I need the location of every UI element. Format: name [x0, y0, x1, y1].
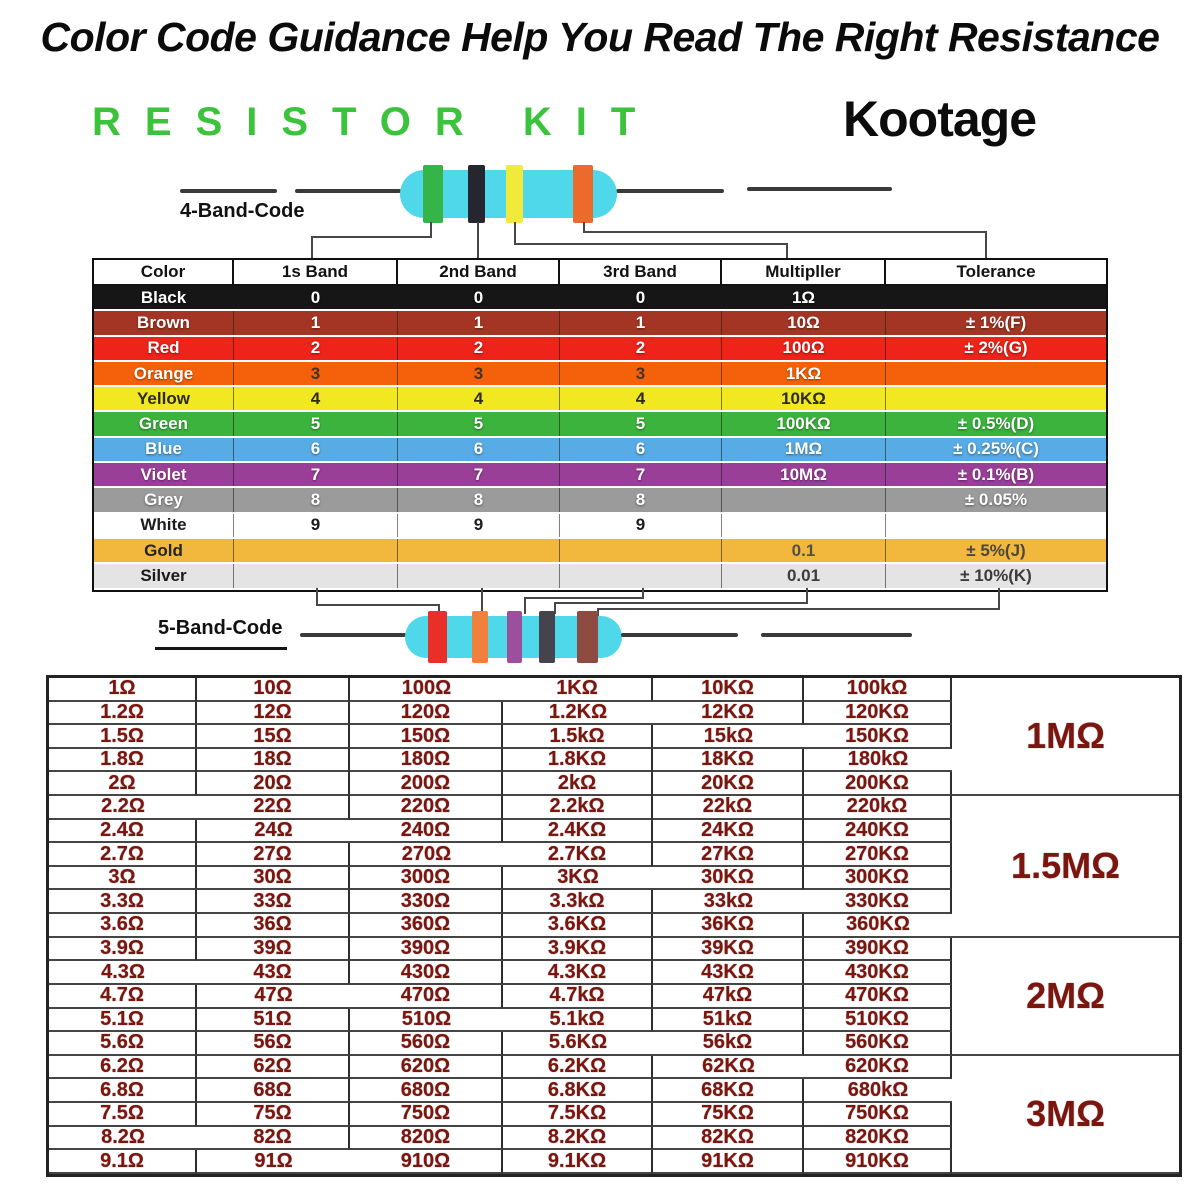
code-value-cell: 0 [398, 286, 560, 309]
color-row-orange [94, 362, 1106, 387]
resistance-value-cell: 39KΩ [653, 938, 804, 962]
group-total-label: 3MΩ [952, 1056, 1179, 1174]
resistance-value-cell: 51Ω [197, 1009, 350, 1033]
brand-name: Kootage [843, 91, 1036, 147]
resistance-value-cell: 270KΩ [804, 843, 952, 867]
connector-line [583, 231, 987, 233]
resistance-value-cell: 56Ω [197, 1032, 350, 1056]
resistance-value-cell: 2.4Ω [49, 820, 197, 844]
resistance-value-cell: 1.2Ω [49, 702, 197, 726]
label-underline [155, 647, 287, 650]
resistor-band [573, 165, 593, 223]
resistance-value-cell: 1.5kΩ [503, 725, 653, 749]
resistance-value-cell: 300Ω [350, 867, 503, 891]
resistor-lead [747, 187, 892, 191]
resistance-value-cell: 390Ω [350, 938, 503, 962]
connector-line [311, 236, 313, 260]
resistance-value-cell: 620KΩ [804, 1056, 952, 1080]
code-value-cell: 10Ω [722, 311, 886, 334]
resistance-value-cell: 3.3kΩ [503, 890, 653, 914]
resistance-values-table [46, 675, 1182, 1177]
connector-line [524, 597, 526, 614]
resistance-value-cell: 27Ω [197, 843, 350, 867]
resistance-value-cell: 910Ω [350, 1150, 503, 1174]
resistance-value-cell: 200KΩ [804, 772, 952, 796]
code-value-cell: 4 [234, 387, 398, 410]
resistance-value-cell: 7.5Ω [49, 1103, 197, 1127]
resistance-value-cell: 3Ω [49, 867, 197, 891]
code-value-cell: 4 [398, 387, 560, 410]
resistance-value-cell: 180Ω [350, 749, 503, 773]
resistance-value-cell: 620Ω [350, 1056, 503, 1080]
connector-line [806, 588, 808, 602]
resistance-value-cell: 9.1KΩ [503, 1150, 653, 1174]
resistance-value-cell: 750Ω [350, 1103, 503, 1127]
resistance-value-cell: 6.8Ω [49, 1079, 197, 1103]
code-value-cell: 3 [398, 362, 560, 385]
connector-line [554, 602, 808, 604]
code-value-cell: 9 [560, 514, 722, 537]
page-title: Color Code Guidance Help You Read The Right Resistance [40, 14, 1160, 60]
resistance-value-cell: 6.2Ω [49, 1056, 197, 1080]
code-value-cell: ± 0.1%(B) [957, 464, 1035, 484]
resistance-value-cell: 680kΩ [804, 1079, 952, 1103]
color-row-violet [94, 463, 1106, 488]
code-value-cell: 5 [560, 412, 722, 435]
code-value-cell: 10KΩ [722, 387, 886, 410]
resistance-value-cell: 36Ω [197, 914, 350, 938]
resistance-value-cell: 27KΩ [653, 843, 804, 867]
connector-line [642, 588, 644, 597]
color-table-header-row [94, 260, 1106, 286]
connector-line [430, 222, 432, 236]
resistance-value-cell: 3.3Ω [49, 890, 197, 914]
code-value-cell [560, 564, 722, 587]
connector-line [311, 236, 432, 238]
connector-line [524, 597, 644, 599]
resistor-lead [761, 633, 912, 637]
resistance-value-cell: 470KΩ [804, 985, 952, 1009]
code-value-cell: ± 10%(K) [960, 565, 1032, 585]
code-value-cell [886, 387, 1106, 410]
resistance-value-cell: 470Ω [350, 985, 503, 1009]
color-name-cell: Brown [94, 311, 234, 334]
resistance-value-cell: 200Ω [350, 772, 503, 796]
resistance-value-cell: 560KΩ [804, 1032, 952, 1056]
resistance-value-cell: 18Ω [197, 749, 350, 773]
connector-line [514, 243, 788, 245]
resistance-value-cell: 24KΩ [653, 820, 804, 844]
resistance-value-cell: 12KΩ [653, 702, 804, 726]
resistor-band [507, 611, 522, 663]
resistor-band [468, 165, 485, 223]
resistance-value-cell: 4.3KΩ [503, 961, 653, 985]
code-value-cell: 6 [560, 438, 722, 461]
code-value-cell [234, 564, 398, 587]
resistor-lead [180, 189, 277, 193]
resistance-value-cell: 6.2KΩ [503, 1056, 653, 1080]
resistance-value-cell: 9.1Ω [49, 1150, 197, 1174]
code-value-cell: 10MΩ [722, 463, 886, 486]
column-header: 3rd Band [560, 260, 722, 284]
resistance-value-cell: 39Ω [197, 938, 350, 962]
resistance-value-cell: 20KΩ [653, 772, 804, 796]
resistance-value-cell: 100kΩ [804, 678, 952, 702]
color-name-cell: White [94, 514, 234, 537]
code-value-cell: 2 [398, 337, 560, 360]
color-code-table [92, 258, 1108, 592]
resistance-value-cell: 33Ω [197, 890, 350, 914]
resistance-value-cell: 510Ω [350, 1009, 503, 1033]
four-band-code-label: 4-Band-Code [180, 200, 305, 222]
color-name-cell: Violet [94, 463, 234, 486]
resistor-band [428, 611, 447, 663]
resistance-value-cell: 300KΩ [804, 867, 952, 891]
code-value-cell: 1KΩ [722, 362, 886, 385]
code-value-cell: 3 [560, 362, 722, 385]
color-name-cell: Gold [94, 539, 234, 562]
color-row-green [94, 412, 1106, 437]
code-value-cell: 3 [234, 362, 398, 385]
resistance-value-cell: 120Ω [350, 702, 503, 726]
resistance-value-cell: 390KΩ [804, 938, 952, 962]
color-row-silver [94, 564, 1106, 589]
code-value-cell [886, 362, 1106, 385]
code-value-cell: ± 2%(G) [964, 338, 1028, 358]
resistance-value-cell: 82Ω [197, 1127, 350, 1151]
color-row-grey [94, 488, 1106, 513]
resistance-value-cell: 360Ω [350, 914, 503, 938]
code-value-cell: 0 [234, 286, 398, 309]
resistance-value-cell: 180kΩ [804, 749, 952, 773]
resistor-band [577, 611, 598, 663]
resistance-value-cell: 62Ω [197, 1056, 350, 1080]
column-header: Multipller [722, 260, 886, 284]
code-value-cell [398, 539, 560, 562]
resistance-value-cell: 120KΩ [804, 702, 952, 726]
connector-line [514, 222, 516, 243]
code-value-cell: ± 0.5%(D) [957, 414, 1035, 434]
code-value-cell: 2 [560, 337, 722, 360]
code-value-cell: 6 [398, 438, 560, 461]
resistance-value-cell: 2.2kΩ [503, 796, 653, 820]
resistance-value-cell: 4.7kΩ [503, 985, 653, 1009]
five-band-code-label: 5-Band-Code [158, 617, 283, 639]
resistance-value-cell: 270Ω [350, 843, 503, 867]
code-value-cell [886, 514, 1106, 537]
resistance-value-cell: 1.5Ω [49, 725, 197, 749]
resistance-value-cell: 8.2Ω [49, 1127, 197, 1151]
code-value-cell: 1 [560, 311, 722, 334]
resistance-value-cell: 910KΩ [804, 1150, 952, 1174]
code-value-cell [722, 514, 886, 537]
connector-line [998, 588, 1000, 608]
resistance-value-cell: 1Ω [49, 678, 197, 702]
resistor-kit-heading: RESISTOR KIT [92, 100, 660, 144]
resistance-value-cell: 430KΩ [804, 961, 952, 985]
color-name-cell: Orange [94, 362, 234, 385]
resistance-value-cell: 75Ω [197, 1103, 350, 1127]
code-value-cell: 7 [560, 463, 722, 486]
code-value-cell [234, 539, 398, 562]
resistance-value-cell: 430Ω [350, 961, 503, 985]
resistance-value-cell: 43KΩ [653, 961, 804, 985]
resistance-value-cell: 5.1Ω [49, 1009, 197, 1033]
code-value-cell: ± 0.25%(C) [953, 439, 1039, 459]
resistance-value-cell: 24Ω [197, 820, 350, 844]
resistance-value-cell: 2.7KΩ [503, 843, 653, 867]
resistance-value-cell: 1KΩ [503, 678, 653, 702]
code-value-cell: ± 1%(F) [965, 312, 1027, 332]
code-value-cell: 0.1 [722, 539, 886, 562]
resistance-value-cell: 51kΩ [653, 1009, 804, 1033]
resistance-value-cell: 3KΩ [503, 867, 653, 891]
resistance-value-cell: 12Ω [197, 702, 350, 726]
resistance-value-cell: 91KΩ [653, 1150, 804, 1174]
code-value-cell: 5 [234, 412, 398, 435]
resistance-value-cell: 7.5KΩ [503, 1103, 653, 1127]
code-value-cell: 5 [398, 412, 560, 435]
resistor-lead [616, 189, 724, 193]
code-value-cell: 6 [234, 438, 398, 461]
resistance-value-cell: 2Ω [49, 772, 197, 796]
resistance-value-cell: 330Ω [350, 890, 503, 914]
code-value-cell: 100Ω [722, 337, 886, 360]
group-total-label: 1.5MΩ [952, 796, 1179, 938]
resistance-value-cell: 360KΩ [804, 914, 952, 938]
code-value-cell: 1 [398, 311, 560, 334]
resistance-value-cell: 47kΩ [653, 985, 804, 1009]
code-value-cell: 0.01 [722, 564, 886, 587]
code-value-cell: 8 [560, 488, 722, 511]
resistance-value-cell: 6.8KΩ [503, 1079, 653, 1103]
code-value-cell: 1MΩ [722, 438, 886, 461]
color-row-gold [94, 539, 1106, 564]
resistor-band [539, 611, 555, 663]
resistance-value-cell: 3.6Ω [49, 914, 197, 938]
resistance-value-cell: 8.2KΩ [503, 1127, 653, 1151]
column-header: 2nd Band [398, 260, 560, 284]
connector-line [985, 231, 987, 260]
code-value-cell: 2 [234, 337, 398, 360]
resistor-band [472, 611, 488, 663]
code-value-cell: 9 [398, 514, 560, 537]
resistance-value-cell: 4.3Ω [49, 961, 197, 985]
connector-line [477, 222, 479, 260]
resistance-value-cell: 15Ω [197, 725, 350, 749]
group-total-label: 2MΩ [952, 938, 1179, 1056]
code-value-cell: 1 [234, 311, 398, 334]
resistance-value-cell: 62KΩ [653, 1056, 804, 1080]
resistance-value-cell: 3.9KΩ [503, 938, 653, 962]
resistance-value-cell: 820Ω [350, 1127, 503, 1151]
resistance-value-cell: 330KΩ [804, 890, 952, 914]
resistance-value-cell: 4.7Ω [49, 985, 197, 1009]
resistance-value-cell: 36KΩ [653, 914, 804, 938]
resistance-value-cell: 240KΩ [804, 820, 952, 844]
color-row-yellow [94, 387, 1106, 412]
resistance-value-cell: 30Ω [197, 867, 350, 891]
color-name-cell: Grey [94, 488, 234, 511]
code-value-cell: 8 [398, 488, 560, 511]
code-value-cell: 100KΩ [722, 412, 886, 435]
connector-line [597, 608, 1000, 610]
code-value-cell [722, 488, 886, 511]
resistance-value-cell: 15kΩ [653, 725, 804, 749]
resistance-value-cell: 22Ω [197, 796, 350, 820]
resistance-value-cell: 91Ω [197, 1150, 350, 1174]
resistance-value-cell: 43Ω [197, 961, 350, 985]
resistance-value-cell: 5.1kΩ [503, 1009, 653, 1033]
resistance-value-cell: 10KΩ [653, 678, 804, 702]
resistance-value-cell: 33kΩ [653, 890, 804, 914]
resistance-value-cell: 560Ω [350, 1032, 503, 1056]
resistance-value-cell: 56kΩ [653, 1032, 804, 1056]
four-band-resistor [400, 170, 617, 218]
resistance-value-cell: 20Ω [197, 772, 350, 796]
column-header: Color [94, 260, 234, 284]
resistance-value-cell: 820KΩ [804, 1127, 952, 1151]
code-value-cell: ± 5%(J) [966, 540, 1026, 560]
resistance-value-cell: 68KΩ [653, 1079, 804, 1103]
resistance-value-cell: 1.8Ω [49, 749, 197, 773]
code-value-cell: 7 [398, 463, 560, 486]
resistance-value-cell: 2kΩ [503, 772, 653, 796]
resistance-value-cell: 82KΩ [653, 1127, 804, 1151]
color-row-white [94, 514, 1106, 539]
resistance-value-cell: 220kΩ [804, 796, 952, 820]
code-value-cell: 4 [560, 387, 722, 410]
color-name-cell: Green [94, 412, 234, 435]
resistance-value-cell: 220Ω [350, 796, 503, 820]
resistance-value-cell: 150Ω [350, 725, 503, 749]
connector-line [583, 222, 585, 231]
resistance-value-cell: 47Ω [197, 985, 350, 1009]
color-row-black [94, 286, 1106, 311]
column-header: 1s Band [234, 260, 398, 284]
connector-line [316, 604, 440, 606]
color-name-cell: Black [94, 286, 234, 309]
resistance-value-cell: 2.4KΩ [503, 820, 653, 844]
resistance-value-cell: 3.6KΩ [503, 914, 653, 938]
resistance-value-cell: 22kΩ [653, 796, 804, 820]
resistance-value-cell: 240Ω [350, 820, 503, 844]
resistor-lead [295, 189, 401, 193]
resistance-value-cell: 18KΩ [653, 749, 804, 773]
column-header: Tolerance [956, 262, 1036, 281]
code-value-cell: 8 [234, 488, 398, 511]
resistor-lead [621, 633, 738, 637]
resistance-value-cell: 75KΩ [653, 1103, 804, 1127]
connector-line [316, 588, 318, 604]
resistance-value-cell: 68Ω [197, 1079, 350, 1103]
color-name-cell: Red [94, 337, 234, 360]
resistance-value-cell: 510KΩ [804, 1009, 952, 1033]
color-name-cell: Silver [94, 564, 234, 587]
code-value-cell: ± 0.05% [964, 490, 1028, 510]
resistance-value-cell: 2.2Ω [49, 796, 197, 820]
color-name-cell: Blue [94, 438, 234, 461]
code-value-cell: 0 [560, 286, 722, 309]
code-value-cell [560, 539, 722, 562]
color-name-cell: Yellow [94, 387, 234, 410]
color-row-blue [94, 438, 1106, 463]
resistance-value-cell: 1.8KΩ [503, 749, 653, 773]
resistance-value-cell: 10Ω [197, 678, 350, 702]
resistance-value-cell: 3.9Ω [49, 938, 197, 962]
resistance-value-cell: 2.7Ω [49, 843, 197, 867]
code-value-cell [398, 564, 560, 587]
resistance-value-cell: 5.6KΩ [503, 1032, 653, 1056]
resistor-band [506, 165, 523, 223]
resistor-lead [300, 633, 406, 637]
resistance-value-cell: 100Ω [350, 678, 503, 702]
resistor-band [423, 165, 443, 223]
code-value-cell: 9 [234, 514, 398, 537]
color-row-brown [94, 311, 1106, 336]
code-value-cell: 1Ω [722, 286, 886, 309]
color-row-red [94, 337, 1106, 362]
group-total-label: 1MΩ [952, 678, 1179, 796]
resistance-value-cell: 30KΩ [653, 867, 804, 891]
resistance-value-cell: 150KΩ [804, 725, 952, 749]
code-value-cell: 7 [234, 463, 398, 486]
resistance-value-cell: 5.6Ω [49, 1032, 197, 1056]
resistance-value-cell: 1.2KΩ [503, 702, 653, 726]
five-band-resistor [405, 616, 622, 658]
resistance-value-cell: 680Ω [350, 1079, 503, 1103]
resistance-value-cell: 750KΩ [804, 1103, 952, 1127]
code-value-cell [886, 286, 1106, 309]
